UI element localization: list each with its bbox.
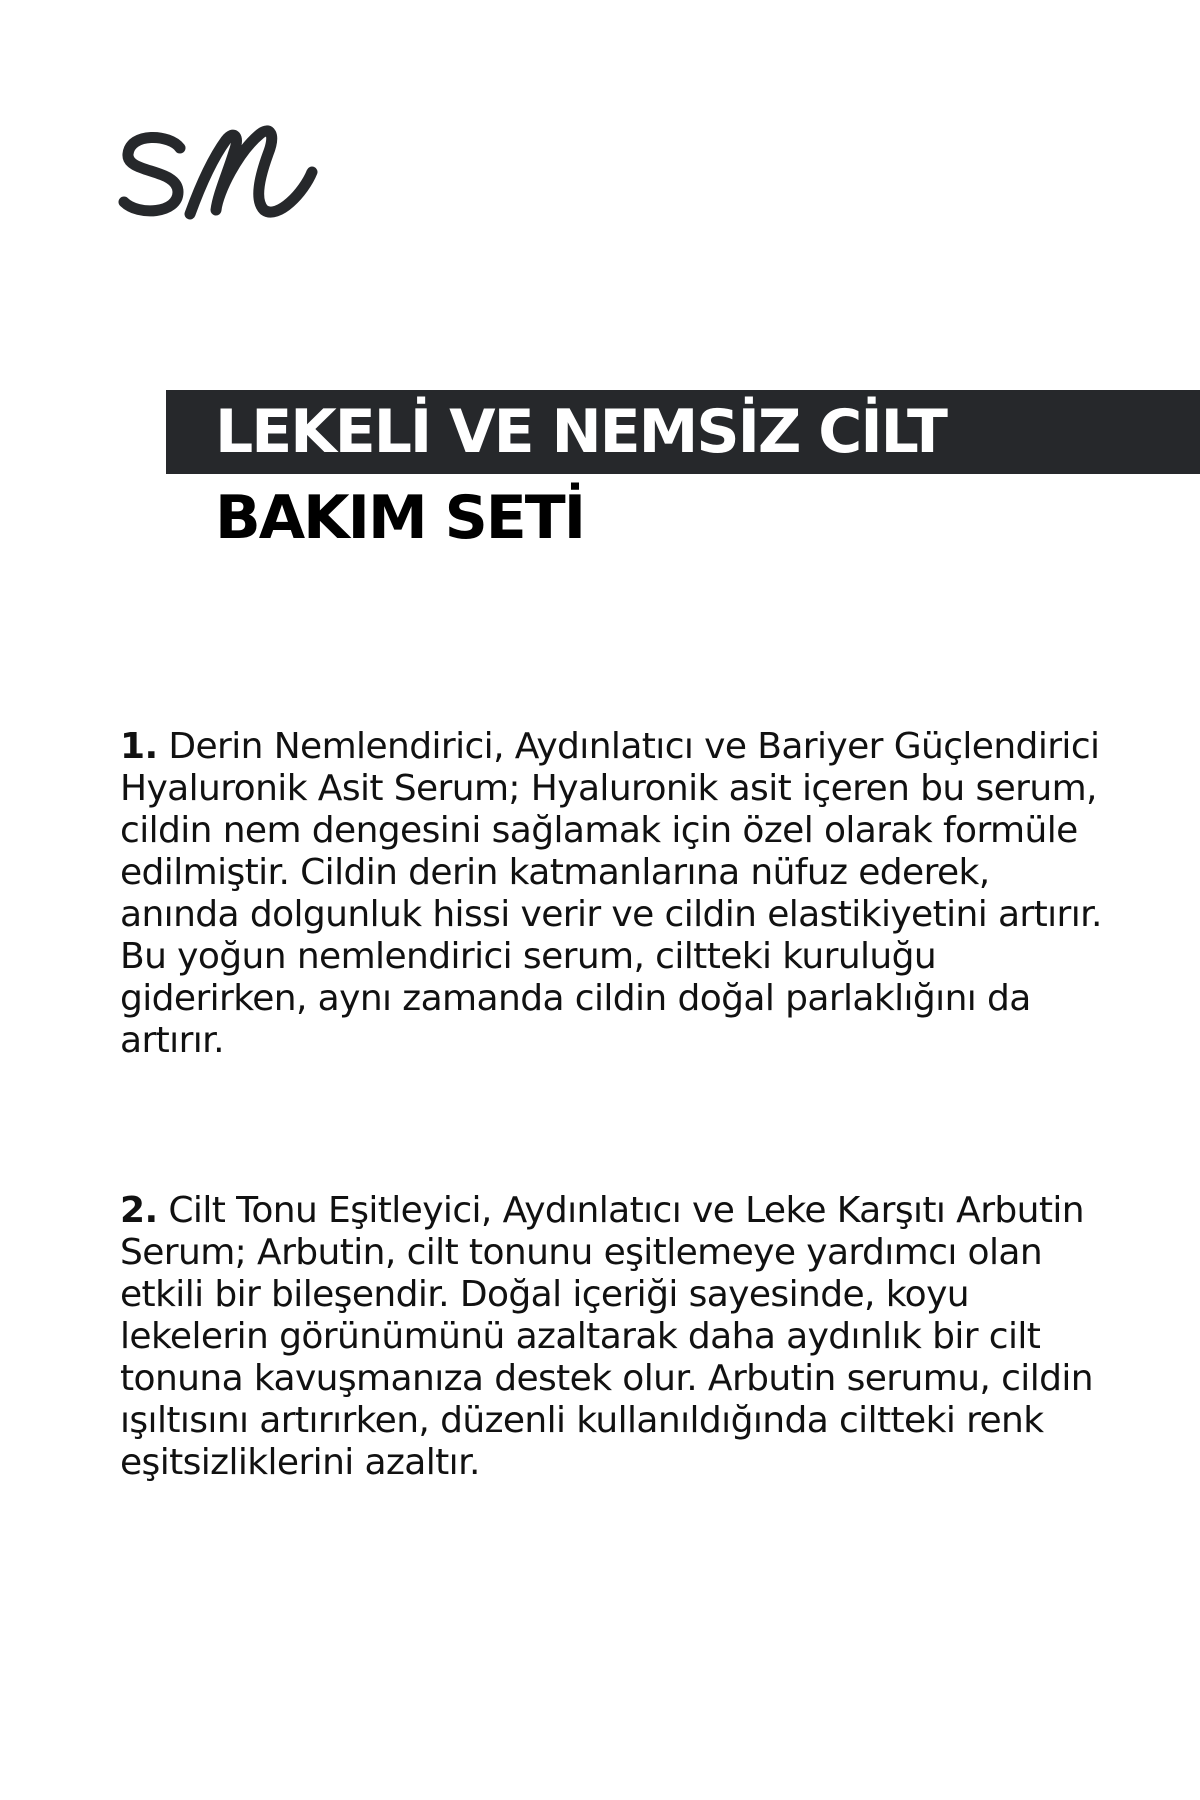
- item-number: 2.: [120, 1190, 158, 1231]
- item-text: Derin Nemlendirici, Aydınlatıcı ve Bariyer Güçlendirici Hyaluronik Asit Serum; Hyaluronik asit içeren bu serum, cildin nem dengesini sağlamak için özel olarak formüle edilmiştir. Cildin derin katmanlarına nüfuz ederek, anında dolgunluk hissi verir ve cildin elastikiyetini artırır. Bu yoğun nemlendirici serum, ciltteki kuruluğu giderirken, aynı zamanda cildin doğal parlaklığını da artırır.: [120, 726, 1102, 1061]
- brand-logo: [118, 122, 318, 222]
- item-text: Cilt Tonu Eşitleyici, Aydınlatıcı ve Leke Karşıtı Arbutin Serum; Arbutin, cilt tonunu eşitlemeye yardımcı olan etkili bir bileşendir. Doğal içeriği sayesinde, koyu lekelerin görünümünü azaltarak daha aydınlık bir cilt tonuna kavuşmanıza destek olur. Arbutin serumu, cildin ışıltısını artırırken, düzenli kullanıldığında ciltteki renk eşitsizliklerini azaltır.: [120, 1190, 1093, 1483]
- product-description-2: [120, 1190, 1110, 1484]
- item-number: 1.: [120, 726, 158, 767]
- product-description-1: [120, 726, 1110, 1062]
- page-title-line-1: LEKELİ VE NEMSİZ CİLT: [215, 397, 946, 467]
- page-title-line-2: BAKIM SETİ: [215, 483, 585, 553]
